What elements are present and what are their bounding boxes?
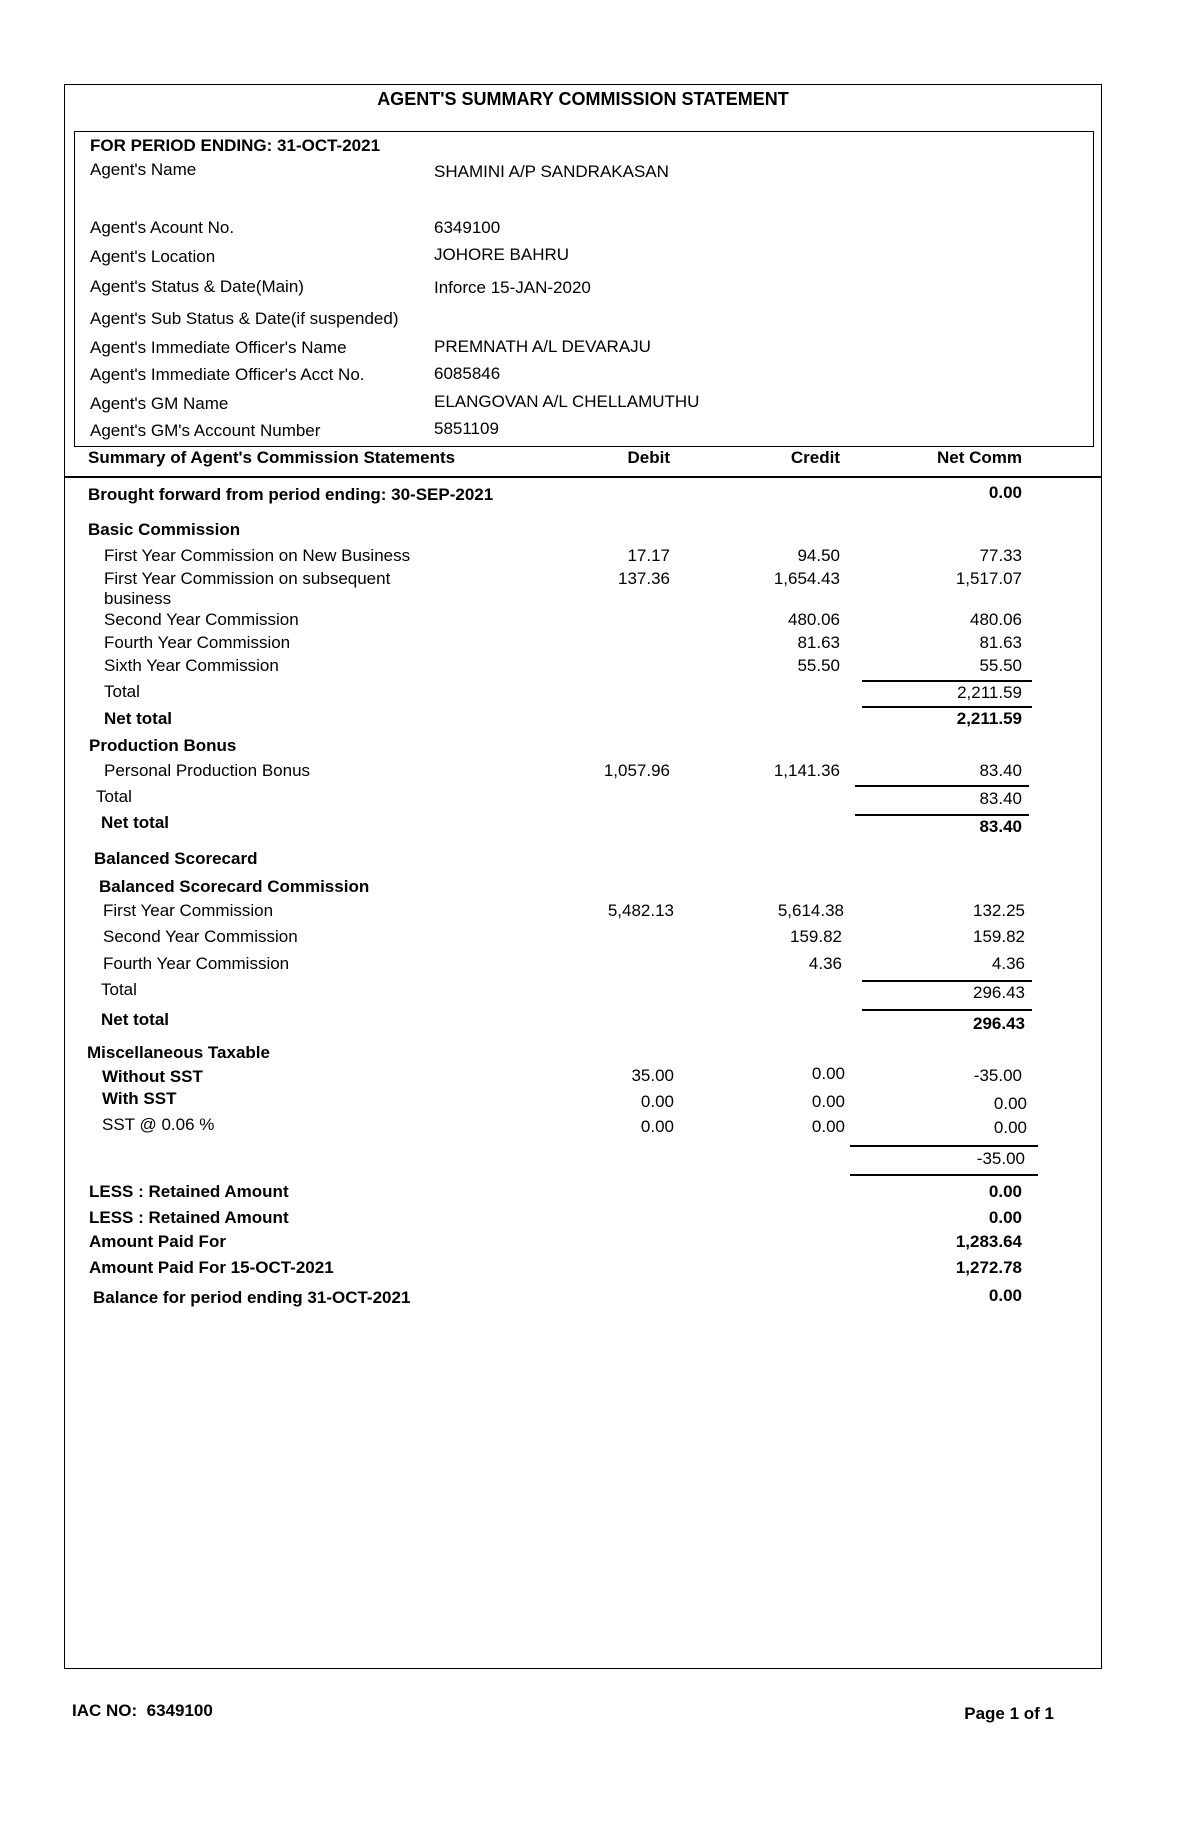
document-title: AGENT'S SUMMARY COMMISSION STATEMENT (377, 89, 789, 109)
footer-line-label: LESS : Retained Amount (89, 1182, 289, 1201)
basic-total-value: 2,211.59 (957, 683, 1022, 702)
field-label-name: Agent's Name (90, 160, 197, 179)
field-label-officer-acct: Agent's Immediate Officer's Acct No. (90, 365, 365, 384)
footer-line-value: 1,283.64 (955, 1232, 1022, 1251)
scorecard-row-net: 159.82 (973, 927, 1025, 946)
scorecard-row-credit: 4.36 (808, 954, 842, 973)
scorecard-row-credit: 159.82 (790, 927, 842, 946)
footer-line-value: 0.00 (988, 1208, 1022, 1227)
basic-row-label: Fourth Year Commission (104, 633, 291, 652)
basic-row-debit: 17.17 (627, 546, 670, 565)
footer-line-label: LESS : Retained Amount (89, 1208, 289, 1227)
footer-line-label: Amount Paid For 15-OCT-2021 (89, 1258, 334, 1277)
basic-total-label: Total (104, 682, 140, 701)
scorecard-row-label: Fourth Year Commission (103, 954, 290, 973)
footer-line-value: 1,272.78 (955, 1258, 1022, 1277)
field-label-status: Agent's Status & Date(Main) (90, 277, 304, 296)
scorecard-net-rule (862, 1009, 1032, 1011)
scorecard-row-net: 132.25 (973, 901, 1025, 920)
basic-row-credit: 55.50 (797, 656, 840, 675)
basic-row-net: 81.63 (979, 633, 1022, 652)
basic-row-label: Sixth Year Commission (104, 656, 279, 675)
misc-heading: Miscellaneous Taxable (87, 1043, 270, 1062)
misc-row-label: Without SST (102, 1067, 203, 1086)
basic-row-credit: 94.50 (797, 546, 840, 565)
scorecard-row-credit: 5,614.38 (777, 901, 844, 920)
field-label-gm-name: Agent's GM Name (90, 394, 229, 413)
misc-total-rule (850, 1145, 1038, 1147)
misc-row-net: 0.00 (993, 1118, 1027, 1137)
basic-row-net: 1,517.07 (955, 569, 1022, 588)
field-label-officer-name: Agent's Immediate Officer's Name (90, 338, 347, 357)
iac-number: IAC NO: 6349100 (72, 1701, 213, 1720)
field-value-gm-name: ELANGOVAN A/L CHELLAMUTHU (434, 392, 700, 411)
misc-row-debit: 0.00 (640, 1092, 674, 1111)
scorecard-row-label: First Year Commission (103, 901, 274, 920)
basic-row-debit: 137.36 (618, 569, 670, 588)
col-header-credit: Credit (790, 448, 840, 467)
basic-row-net: 480.06 (970, 610, 1022, 629)
period-value: 31-OCT-2021 (277, 136, 381, 155)
scorecard-net-total-label: Net total (101, 1010, 169, 1029)
misc-row-label: With SST (102, 1089, 177, 1108)
field-value-officer-name: PREMNATH A/L DEVARAJU (434, 337, 651, 356)
misc-row-credit: 0.00 (811, 1064, 845, 1083)
basic-total-rule (862, 680, 1032, 682)
scorecard-total-label: Total (101, 980, 137, 999)
scorecard-row-net: 4.36 (991, 954, 1025, 973)
misc-row-debit: 0.00 (640, 1117, 674, 1136)
basic-row-label: First Year Commission on subsequent business (104, 569, 391, 608)
basic-net-total-label: Net total (104, 709, 172, 728)
col-header-debit: Debit (627, 448, 670, 467)
misc-row-credit: 0.00 (811, 1117, 845, 1136)
footer-line-label: Amount Paid For (89, 1232, 226, 1251)
scorecard-net-total-value: 296.43 (973, 1014, 1025, 1033)
scorecard-heading: Balanced Scorecard (94, 849, 258, 868)
basic-net-total-value: 2,211.59 (956, 709, 1022, 728)
brought-forward-net: 0.00 (988, 483, 1022, 502)
iac-value: 6349100 (146, 1701, 213, 1720)
field-label-location: Agent's Location (90, 247, 216, 266)
basic-row-label: Second Year Commission (104, 610, 299, 629)
col-header-net: Net Comm (936, 448, 1022, 467)
field-value-location: JOHORE BAHRU (434, 245, 570, 264)
basic-net-rule (862, 706, 1032, 708)
production-net-rule (855, 814, 1029, 816)
scorecard-subheading: Balanced Scorecard Commission (99, 877, 370, 896)
production-net-total-value: 83.40 (979, 817, 1022, 836)
scorecard-row-label: Second Year Commission (103, 927, 298, 946)
misc-row-net: -35.00 (973, 1066, 1022, 1085)
production-row-debit: 1,057.96 (603, 761, 670, 780)
production-row-label: Personal Production Bonus (104, 761, 311, 780)
scorecard-total-rule (862, 980, 1032, 982)
footer-line-value: 0.00 (988, 1182, 1022, 1201)
production-net-total-label: Net total (101, 813, 169, 832)
misc-row-net: 0.00 (993, 1094, 1027, 1113)
summary-title: Summary of Agent's Commission Statements (88, 448, 456, 467)
basic-row-net: 77.33 (979, 546, 1022, 565)
scorecard-total-value: 296.43 (973, 983, 1025, 1002)
summary-header-rule (64, 476, 1102, 478)
basic-heading: Basic Commission (88, 520, 241, 539)
production-total-value: 83.40 (979, 789, 1022, 808)
misc-total-value: -35.00 (976, 1149, 1025, 1168)
basic-row-credit: 480.06 (788, 610, 840, 629)
misc-net-rule (850, 1174, 1038, 1176)
misc-row-debit: 35.00 (631, 1066, 674, 1085)
field-value-name: SHAMINI A/P SANDRAKASAN (434, 162, 669, 181)
field-label-account: Agent's Acount No. (90, 218, 235, 237)
basic-row-net: 55.50 (979, 656, 1022, 675)
period-label: FOR PERIOD ENDING: 31-OCT-2021 (90, 136, 381, 155)
field-label-sub-status: Agent's Sub Status & Date(if suspended) (90, 309, 399, 328)
production-heading: Production Bonus (89, 736, 237, 755)
basic-row-credit: 1,654.43 (773, 569, 840, 588)
page-number: Page 1 of 1 (964, 1704, 1054, 1723)
basic-row-label: First Year Commission on New Business (104, 546, 411, 565)
field-value-status: Inforce 15-JAN-2020 (434, 278, 591, 297)
scorecard-row-debit: 5,482.13 (607, 901, 674, 920)
brought-forward-label: Brought forward from period ending: 30-SEP-2021 (88, 485, 494, 504)
field-value-gm-acct: 5851109 (434, 419, 499, 438)
balance-value: 0.00 (988, 1286, 1022, 1305)
field-value-account: 6349100 (434, 218, 501, 237)
balance-label: Balance for period ending 31-OCT-2021 (93, 1288, 411, 1307)
misc-row-label: SST @ 0.06 % (102, 1115, 215, 1134)
production-total-label: Total (96, 787, 132, 806)
field-value-officer-acct: 6085846 (434, 364, 501, 383)
production-row-credit: 1,141.36 (773, 761, 840, 780)
field-label-gm-acct: Agent's GM's Account Number (90, 421, 321, 440)
production-total-rule (855, 785, 1029, 787)
misc-row-credit: 0.00 (811, 1092, 845, 1111)
production-row-net: 83.40 (979, 761, 1022, 780)
basic-row-credit: 81.63 (797, 633, 840, 652)
